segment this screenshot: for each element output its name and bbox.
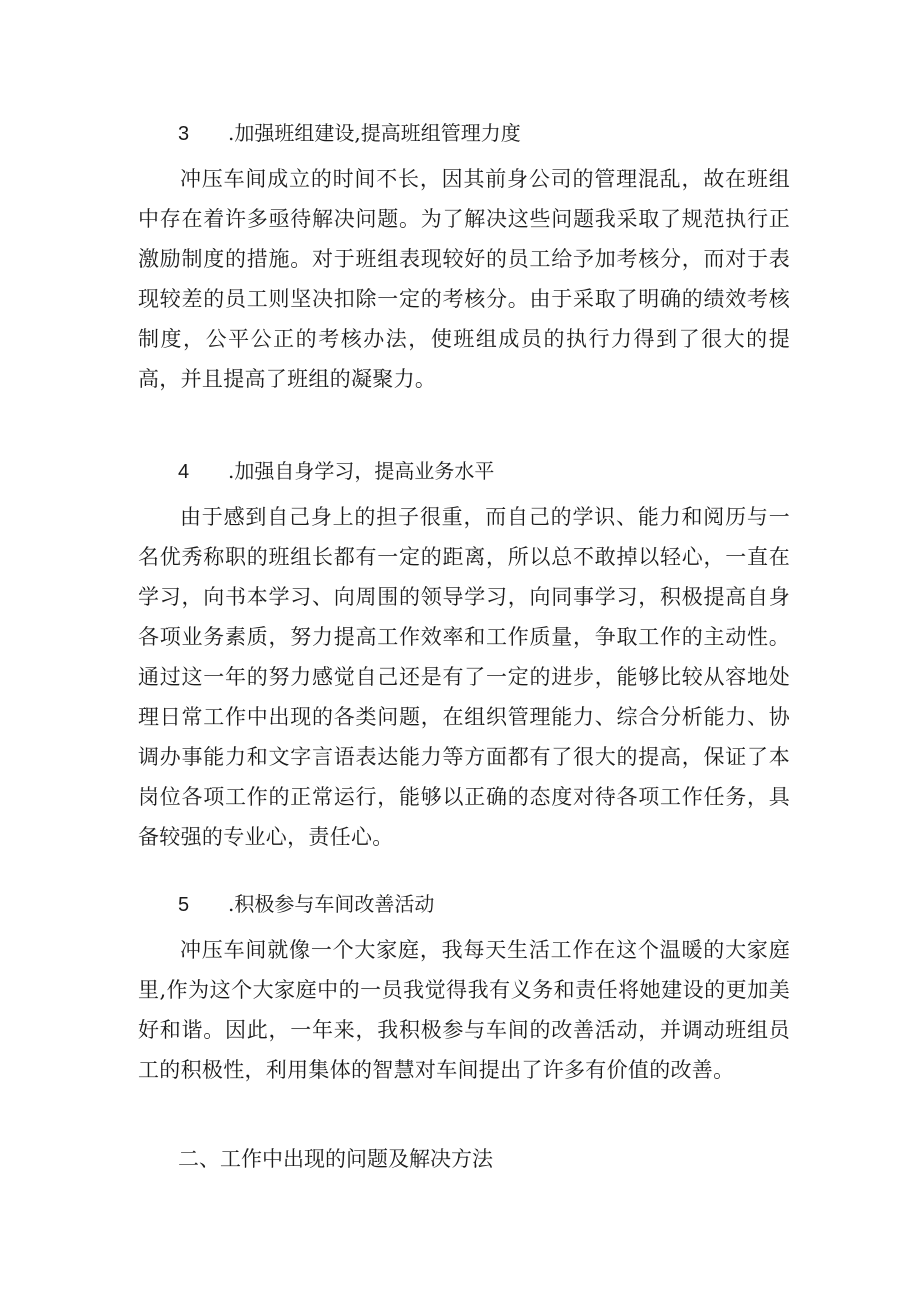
item-number: 4 — [178, 461, 190, 483]
item-number: 3 — [178, 123, 190, 145]
paragraph: 冲压车间成立的时间不长，因其前身公司的管理混乱，故在班组中存在着许多亟待解决问题。为了解决这些问题我采取了规范执行正激励制度的措施。对于班组表现较好的员工给予加考核分，而对于表现较差的员工则坚决扣除一定的考核分。由于采取了明确的绩效考核制度，公平公正的考核办法，使班组成员的执行力得到了很大的提高，并且提高了班组的凝聚力。 — [138, 167, 790, 391]
item-title: .加强自身学习，提高业务水平 — [228, 459, 495, 483]
item-title: .加强班组建设,提高班组管理力度 — [228, 121, 521, 145]
paragraph: 由于感到自己身上的担子很重，而自己的学识、能力和阅历与一名优秀称职的班组长都有一定的距离，所以总不敢掉以轻心，一直在学习，向书本学习、向周围的领导学习，向同事学习，积极提高自身各项业务素质，努力提高工作效率和工作质量，争取工作的主动性。通过这一年的努力感觉自己还是有了一定的进步，能够比较从容地处理日常工作中出现的各类问题，在组织管理能力、综合分析能力、协调办事能力和文字言语表达能力等方面都有了很大的提高，保证了本岗位各项工作的正常运行，能够以正确的态度对待各项工作任务，具备较强的专业心，责任心。 — [138, 505, 790, 849]
item-title: .积极参与车间改善活动 — [228, 892, 435, 916]
item-number: 5 — [178, 894, 190, 916]
paragraph: 冲压车间就像一个大家庭，我每天生活工作在这个温暖的大家庭里,作为这个大家庭中的一员我觉得我有义务和责任将她建设的更加美好和谐。因此，一年来，我积极参与车间的改善活动，并调动班组员工的积极性，利用集体的智慧对车间提出了许多有价值的改善。 — [138, 938, 790, 1082]
item-heading-3 — [178, 119, 521, 148]
item-heading-4 — [178, 457, 494, 486]
item-heading-5 — [178, 890, 434, 919]
section-title: 二、工作中出现的问题及解决方法 — [178, 1147, 493, 1171]
